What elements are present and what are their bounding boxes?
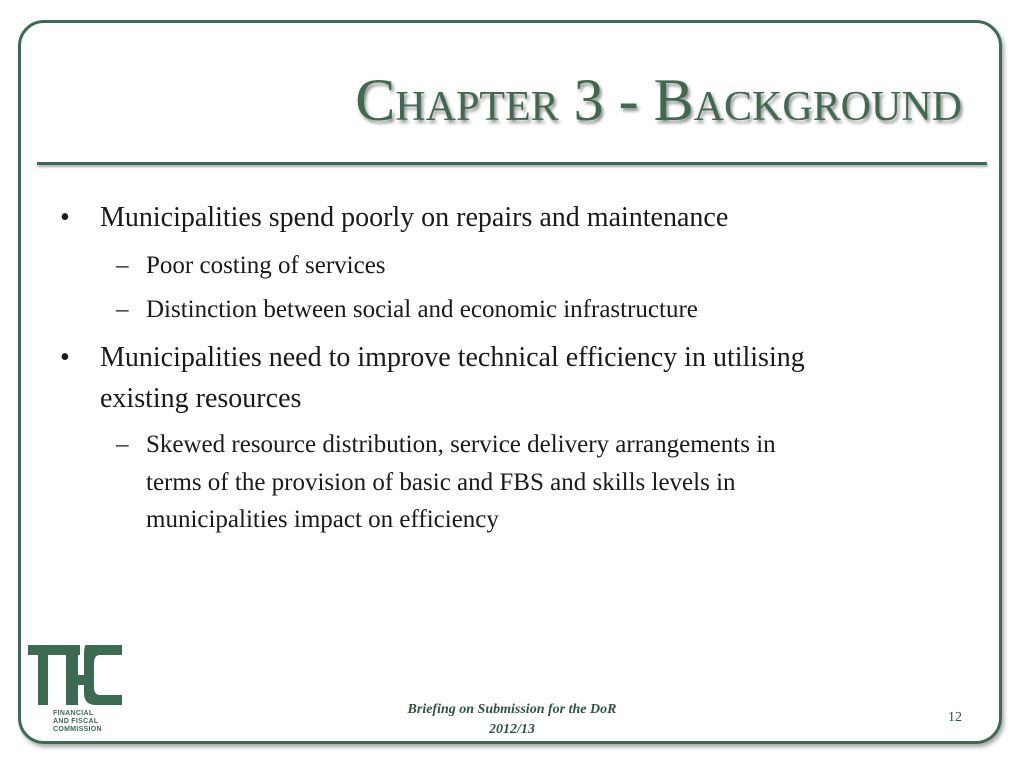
sub-bullet-text-line1: Skewed resource distribution, service delivery arrangements in xyxy=(146,431,776,458)
bullet-item xyxy=(60,338,980,378)
sub-bullet-text: Distinction between social and economic infrastructure xyxy=(146,296,698,323)
sub-bullet-text-line3: municipalities impact on efficiency xyxy=(146,506,499,533)
dash-glyph: – xyxy=(116,252,129,279)
bullet-text-line2: existing resources xyxy=(100,383,302,414)
logo-line: COMMISSION xyxy=(53,726,102,733)
logo-wordmark xyxy=(53,710,102,734)
page-number: 12 xyxy=(948,710,962,725)
bullet-glyph: • xyxy=(60,342,70,373)
sub-bullet-item xyxy=(116,291,966,328)
bullet-text-line1: Municipalities need to improve technical efficiency in utilising xyxy=(100,342,805,373)
footer-line2: 2012/13 xyxy=(489,722,535,737)
sub-bullet-text: Poor costing of services xyxy=(146,252,386,279)
sub-bullet-text-line2: terms of the provision of basic and FBS and skills levels in xyxy=(146,469,736,496)
bullet-item xyxy=(60,198,980,238)
sub-bullet-item xyxy=(116,426,966,463)
dash-glyph: – xyxy=(116,296,129,323)
sub-bullet-continuation xyxy=(146,501,966,538)
bullet-glyph: • xyxy=(60,202,70,233)
bullet-item-continuation xyxy=(100,379,980,419)
logo-line: AND FISCAL xyxy=(53,718,99,725)
dash-glyph: – xyxy=(116,431,129,458)
sub-bullet-item xyxy=(116,247,966,284)
bullet-text: Municipalities spend poorly on repairs and maintenance xyxy=(100,202,729,233)
logo-line: FINANCIAL xyxy=(53,710,94,717)
footer-line1: Briefing on Submission for the DoR xyxy=(407,702,617,717)
slide-title: Chapter 3 - Background xyxy=(355,67,962,133)
sub-bullet-continuation xyxy=(146,464,966,501)
slide-footer xyxy=(350,700,674,740)
